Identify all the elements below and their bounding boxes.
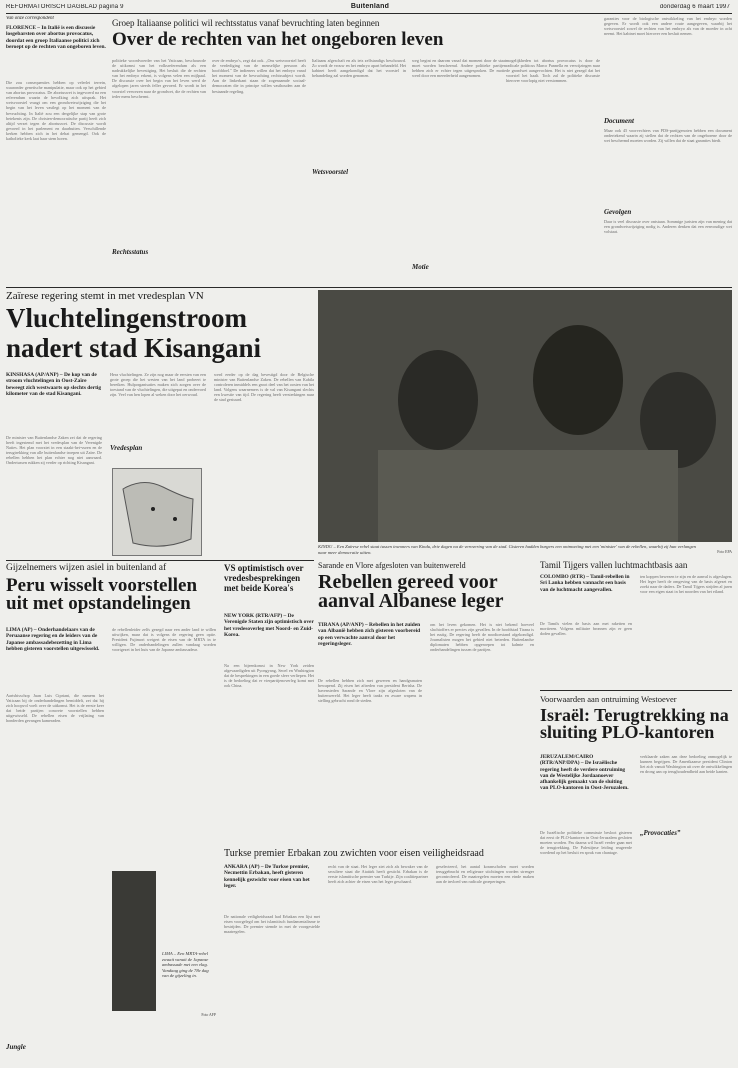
story-headline: Over de rechten van het ongeboren leven (112, 31, 444, 50)
photo-credit: Foto AFP (201, 1013, 216, 1017)
story-zaire (6, 290, 314, 558)
section-rule (6, 560, 314, 561)
body-text-column: De minister van Buitenlandse Zaken zei dat de regering heeft ingestemd met het vredesplan van de Verenigde Naties. Het plan voorziet in een staakt-het-vuren en de terugtrekking van alle buitenlandse troepen uit Zaïre. De rebellen hebben het plan echter nog niet aanvaard. Ondertussen rukken zij verder op richting Kisangani. (6, 435, 102, 466)
body-text-column: Die zou consequenties hebben op velerlei terrein, waaronder genetische manipulatie, maar ook op het gebied van abortus provocatus. De abortuswet is ingevoerd na een referendum waarin de bevolking zich uitsprak. Het wetsvoorstel vraagt om een grondwetswijziging die het begin van het leven vastlegt op het moment van de bevruchting. In Italië zou een dergelijke stap van grote betekenis zijn. De christen-democratische partij heeft zich altijd verzet tegen de abortuswet. De discussie wordt gevoerd in het parlement en daarbuiten. Verschillende kerken hebben zich in het debat gemengd. Ook de katholieke kerk laat haar stem horen. (6, 80, 106, 142)
body-text-column: recht van de staat. Het leger ziet zich als bewaker van de seculiere staat die Atatürk heeft gesticht. Erbakan is de eerste islamitische premier van Turkije. Zijn coalitiepartner heeft zich achter de eisen van het leger geschaard. (328, 864, 428, 885)
photo-lima (112, 871, 156, 1011)
story-kicker: Zaïrese regering stemt in met vredesplan VN (6, 290, 204, 302)
header-section: Buitenland (350, 3, 390, 10)
header-paper-name: REFORMATORISCH DAGBLAD pagina 9 (6, 4, 124, 10)
photo-caption: LIMA – Een MRTA-rebel zwaait vanuit de Japanse ambassade met een vlag. Vandaag ging de 78e dag van de gijzeling in. (162, 951, 209, 979)
body-text-column: de rebellenleider zelfs gezegd naar een ander land te willen uitwijken, maar dat is volgens de regering geen optie. President Fujimori weigert de eisen van de MRTA in te willigen. De onderhandelingen zullen vandaag worden voortgezet in het huis van de Japanse ambassadeur. (112, 627, 216, 653)
body-text-column: Na een bijeenkomst in New York zeiden afgevaardigden uit Pyongyang, Seoel en Washington dat de besprekingen in een goede sfeer verliepen. Het is de bedoeling dat er vierpartijenoverleg komt met ook China. (224, 663, 314, 689)
story-headline: Israël: Terugtrekking na sluiting PLO-kantoren (540, 707, 729, 743)
story-kicker: Gijzelnemers wijzen asiel in buitenland af (6, 563, 167, 573)
subhead: Wetsvoorstel (312, 168, 349, 176)
map-graphic (112, 468, 202, 556)
body-text-column: over de embryo's, zegt dat ook. „Ons wetsvoorstel heeft de verdediging van de menselijke persoon als hoofddoel." De indieners willen dat het embryo vanaf het moment van de bevruchting rechtssubject wordt. Aan de linkerkant staan de zogenaamde sociaal-democraten die in principe willen vasthouden aan de bestaande regeling. (212, 58, 306, 94)
story-lead: ANKARA (AP) – De Turkse premier, Necmettin Erbakan, heeft gisteren kennelijk gezwicht voor eisen van het leger. (224, 864, 310, 889)
story-lead: JERUZALEM/CAIRO (RTR/ANP/DPA) – De Israëlische regering heeft de verdere ontruiming van de Westelijke Jordaanoever afhankelijk gemaakt van de sluiting van PLO-kantoren in Oost-Jeruzalem. (540, 754, 629, 792)
photo-kindu (318, 290, 732, 542)
photo-caption: KINDU – Een Zaïrese rebel staat tussen inwoners van Kindu, drie dagen na de verovering van de stad. Gisteren hadden burgers een ontmoeting met een 'minister' van de rebellen, waarbij zij hun verlangen naar meer democratie uitten. (318, 544, 696, 555)
story-kicker: Groep Italiaanse politici wil rechtsstatus vanaf bevruchting laten beginnen (112, 18, 380, 28)
story-lead: FLORENCE – In Italië is een discussie losgebarsten over abortus provocatus, doordat een groep Italiaanse politici zich beroept op de rechten van ongeboren leven. (6, 25, 106, 50)
story-headline: Rebellen gereed voor aanval Albanese leger (318, 573, 504, 612)
body-text-column: De Israëlische politieke commissie besloot gisteren dat eerst de PLO-kantoren in Oost-Jeruzalem gesloten moeten worden. Pas daarna wil Israël verder gaan met de terugtrekking. De Palestijnse leiding reageerde woedend op het besluit en sprak van chantage. (540, 830, 632, 856)
byline: Van onze correspondent (6, 16, 54, 21)
story-lead: KINSHASA (AP/ANP) – De kop van de stroom vluchtelingen in Oost-Zaïre beweegt zich westwaarts op slechts dertig kilometer van de stad Kisangani. (6, 372, 102, 397)
photo-icon (318, 290, 732, 542)
story-lead: COLOMBO (RTR) – Tamil-rebellen in Sri Lanka hebben vannacht een basis van de luchtmacht aangevallen. (540, 574, 630, 593)
story-peru (6, 563, 216, 1063)
body-text-column: geselecteerd, het aantal koranscholen moet worden teruggebracht en religieuze stichtingen worden strenger gecontroleerd. De maatregelen moeten een einde maken aan de invloed van radicale groeperingen. (436, 864, 534, 885)
body-text-column: verklaarde zaken aan deze bedoeling onmogelijk te kunnen begrijpen. De Amerikaanse president Clinton liet zich vanuit Washington uit over de ontwikkelingen en drong aan op terughoudendheid aan beide kanten. „Provocaties” (640, 754, 732, 837)
story-albanie (318, 560, 534, 832)
body-text-column: weg begint en daarom vanaf dat moment door de staat moet worden beschermd. Andere politieke partijen hebben zich er echter tegen uitgesproken. De motie werd door een meerderheid aangenomen. Motie (412, 58, 506, 271)
body-text-column: Aartsbisschop Juan Luis Cipriani, die namens het Vaticaan bij de onderhandelingen bemiddelt, zei dat hij zich hoopvol voelt over de uitkomst. Het is de eerste keer dat beide partijen concrete voorstellen hebben uitgewisseld. De rebellen eisen de vrijlating van honderden gevangen kameraden. Jungle (6, 693, 104, 1051)
story-headline: Turkse premier Erbakan zou zwichten voor eisen veiligheidsraad (224, 848, 484, 859)
story-kicker: Voorwaarden aan ontruiming Westoever (540, 694, 677, 704)
subhead: Gevolgen (604, 208, 632, 216)
map-icon (113, 469, 202, 556)
story-turkije (224, 848, 534, 1064)
story-vs (224, 563, 314, 848)
story-headline: VS optimistisch over vredesbesprekingen met beide Korea's (224, 563, 304, 593)
story-lead: LIMA (AP) – Onderhandelaars van de Peruaanse regering en de leiders van de Japanse ambassadebezetting in Lima hebben gisteren voorstellen uitgewisseld. (6, 627, 100, 652)
story-headline: Peru wisselt voorstellen uit met opstandelingen (6, 577, 198, 615)
story-lead: NEW YORK (RTR/AFP) – De Verenigde Staten zijn optimistisch over het vredesoverleg met Noord- en Zuid-Korea. (224, 613, 314, 638)
body-text-column: om het leven gekomen. Het is niet bekend hoeveel slachtoffers er precies zijn gevallen. In de hoofdstad Tirana is het rustig. De regering heeft de noodtoestand afgekondigd. Journalisten mogen het gebied niet betreden. Buitenlandse diplomaten hebben opgeroepen tot kalmte en onderhandelingen tussen de partijen. (430, 622, 534, 653)
story-headline: nadert stad Kisangani (6, 336, 262, 363)
header-rule (6, 13, 732, 14)
story-headline: Tamil Tijgers vallen luchtmachtbasis aan (540, 560, 688, 570)
body-text-column: ten koppen bewezen te zijn en de aanval is afgeslagen. Het leger heeft de omgeving van de basis afgezet en zoekt naar de daders. De Tamil Tijgers strijden al jaren voor een eigen staat in het noorden van het eiland. (640, 574, 732, 595)
body-text-column: Italiaans afgeschaft en als iets zelfstandigs beschouwd. Zo wordt de vrouw en het embryo apart behandeld. Het kabinet heeft aangekondigd dat het voorstel in behandeling zal worden genomen. Wetsvoorstel (312, 58, 406, 176)
photo-credit: Foto EPA (717, 550, 732, 554)
story-headline: Vluchtelingenstroom (6, 306, 247, 333)
body-text-column: Daar is veel discussie over ontstaan. Sommige juristen zijn van mening dat een grondwetswijziging nodig is. Anderen denken dat een eenvoudige wet volstaat. (604, 219, 732, 235)
subhead: Vredesplan (110, 444, 143, 452)
story-tamil (540, 560, 732, 688)
story-rechtspositie (604, 16, 732, 286)
subhead: Jungle (6, 1043, 26, 1051)
section-rule (6, 287, 732, 288)
subhead: „Provocaties” (640, 829, 681, 837)
body-text-column: werd eerder op de dag bevestigd door de Belgische minister van Buitenlandse Zaken. De rebellen van Kabila controleren inmiddels een groot deel van het oosten van het land. Volgens waarnemers is de val van Kisangani slechts een kwestie van tijd. De regering heeft versterkingen naar de stad gestuurd. (214, 372, 314, 403)
story-groep (6, 16, 600, 286)
body-text-column: De nationale veiligheidsraad had Erbakan een lijst met eisen voorgelegd om het islamitisch fundamentalisme te bestrijden. De premier stemde in met de voorgestelde maatregelen. (224, 914, 320, 935)
story-israel (540, 694, 732, 1064)
body-text-column: mogelijkheden tot abortus provocatus is door de radicale politicus Marco Pannella en verwijzingen naar de grondwet aangevochten. Het is niet gezegd dat het voorstel het haalt. Toch zal de politieke discussie hierover voorlopig niet verstommen. (506, 58, 600, 84)
body-text-column: Maar ook 45 voorvechters van PDS-partijgenoten hebben een document ondertekend waarin zij stellen dat de rechten van de ongeborene door de wet beschermd moeten worden. Zij willen dat de staat garanties biedt. (604, 128, 732, 144)
body-text-column: garanties voor de biologische ontwikkeling van het embryo worden gegeven. Er wordt ook een andere route aangegeven, waarbij het wetsvoorstel zowel de rechten van het embryo als van de moeder in acht neemt. Het kabinet moet hierover een besluit nemen. (604, 16, 732, 37)
story-lead: TIRANA (AP/ANP) – Rebellen in het zuiden van Albanië hebben zich gisteren voorbereid op een verwachte aanval door het regeringsleger. (318, 622, 421, 647)
section-rule (540, 690, 732, 691)
subhead: Motie (412, 263, 429, 271)
subhead: Rechtsstatus (112, 248, 149, 256)
body-text-column: De rebellen hebben zich met geweren en handgranaten bewapend. Zij eisen het aftreden van president Berisha. De havensteden Sarande en Vlore zijn afgesloten van de buitenwereld. Het leger heeft tanks en zware wapens in stelling gebracht rond de steden. (318, 678, 422, 704)
body-text-column: politieke woordvoerder van het Vaticaan, beschouwde de uitkomst van het volksreferendum als een nadrukkelijke bevestiging. Het besluit die de rechten van het embryo erkent, is volgens velen een mijlpaal. De discussie over het begin van het leven werd de afgelopen jaren steeds feller gevoerd. Er wordt in het voorstel verwezen naar de grondwet, die de rechten van ieder mens beschermt. Rechtsstatus (112, 58, 206, 256)
header-date: donderdag 6 maart 1997 (659, 4, 730, 10)
body-text-column: De Tamils vielen de basis aan met raketten en mortieren. Volgens militaire bronnen zijn er geen doden gevallen. (540, 621, 632, 637)
subhead: Document (604, 117, 634, 125)
body-text-column: Hera vluchtelingen. Ze zijn nog maar de eersten van een grote groep die het westen van het land probeert te bereiken. Hulporganisaties maken zich zorgen over de toestand van de vluchtelingen, die uitgeput en ondervoed zijn. Veel van hen lopen al weken door het oerwoud. Vredesplan (110, 372, 206, 452)
story-kicker: Sarande en Vlore afgesloten van buitenwereld (318, 561, 466, 570)
